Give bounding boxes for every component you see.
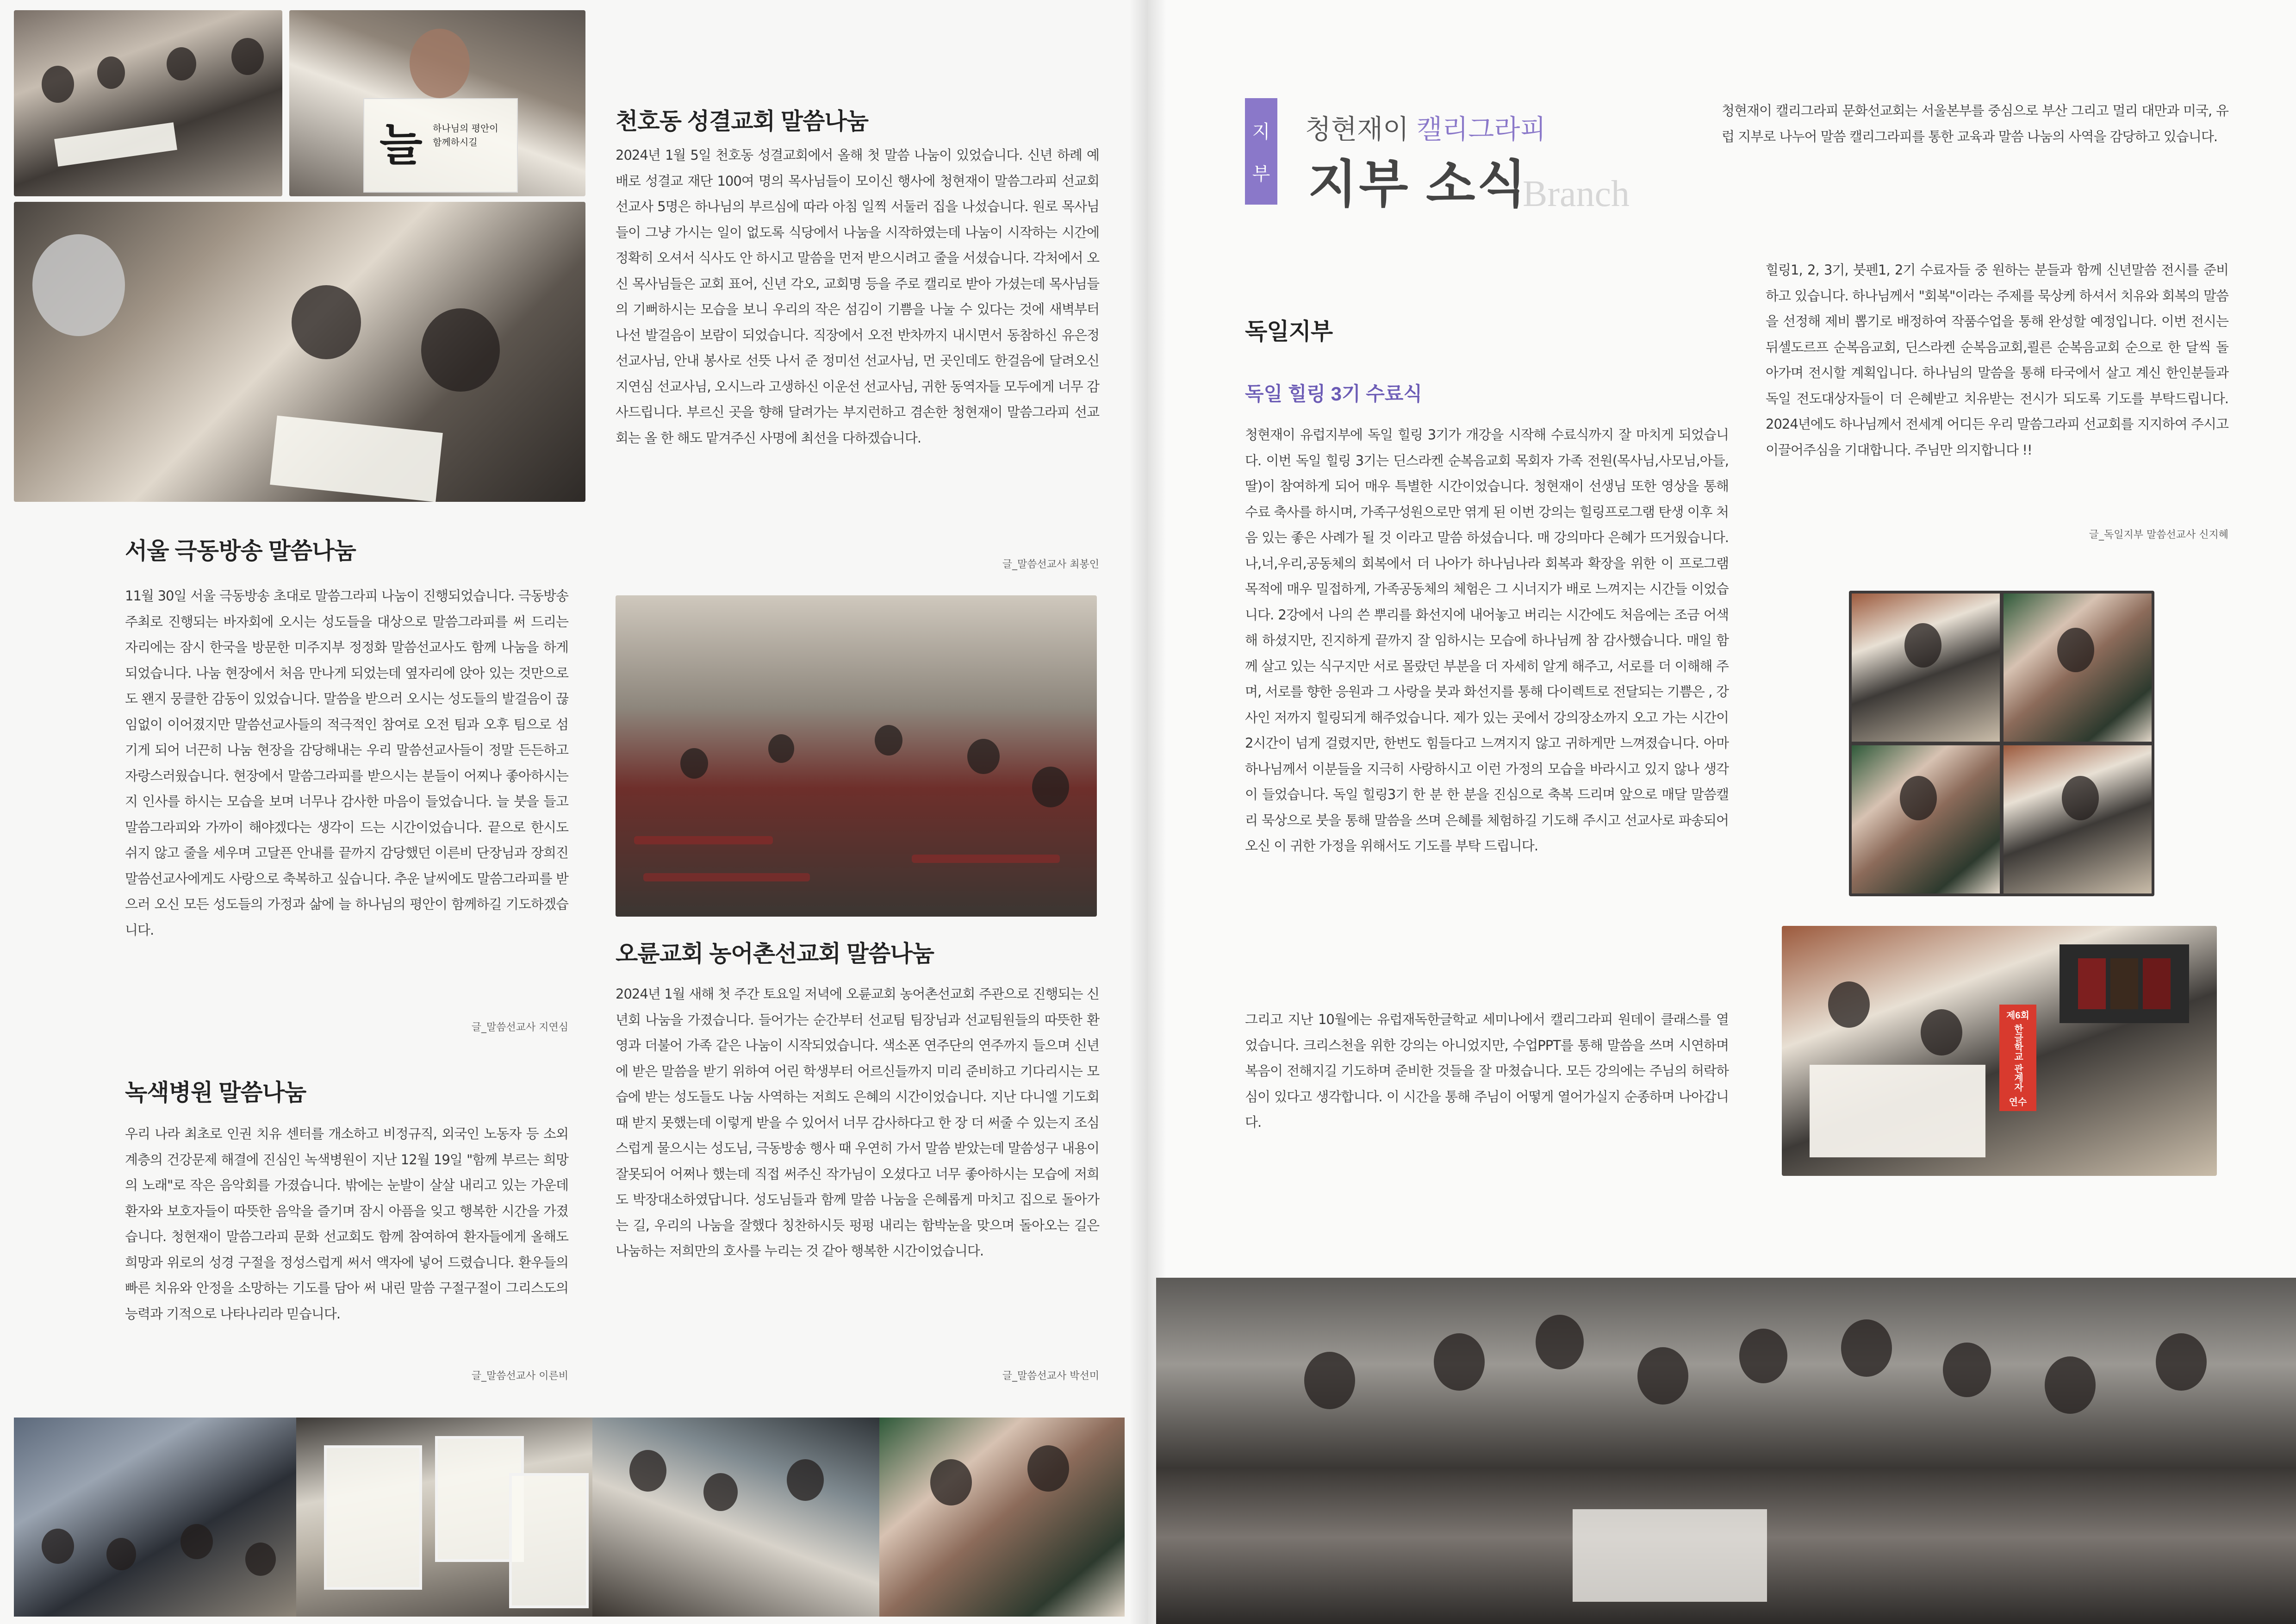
section-title-seoul-broadcast: 서울 극동방송 말씀나눔 [125, 538, 356, 564]
banner-text-4: 연수 [2009, 1097, 2027, 1107]
header-org-name: 청현재이 [1305, 114, 1409, 144]
photo-radio-event-crowd [14, 10, 282, 196]
page-title-en: Branch [1523, 174, 1630, 214]
calligraphy-word: 늘 [380, 119, 423, 171]
section-title-green-hospital: 녹색병원 말씀나눔 [125, 1080, 306, 1106]
branch-tag-char-2: 부 [1252, 163, 1270, 185]
banner-sign [1999, 1005, 2036, 1111]
section-body-seoul-broadcast: 11월 30일 서울 극동방송 초대로 말씀그라피 나눔이 진행되었습니다. 극동방송 주최로 진행되는 바자회에 오시는 성도들을 대상으로 말씀그라피를 써 드리는 자리에는 잠시 한국을 방문한 미주지부 정정화 말씀선교사도 함께 나눔을 하게 되었습니다. 나눔 현장에서 처음 만나게 되었는데 옆자리에 앉아 있는 것만으로도 왠지 뭉클한 감동이 있었습니다. 말씀을 받으러 오시는 성도들의 발걸음이 끊임없이 이어졌지만 말씀선교사들의 적극적인 참여로 오전 팀과 오후 팀으로 섬기게 되어 너끈히 나눔 현장을 감당해내는 우리 말씀선교사들이 정말 든든하고 자랑스러웠습니다. 현장에서 말씀그라피를 받으시는 분들이 어찌나 좋아하시는지 인사를 하시는 모습을 보며 너무나 감사한 마음이 들었습니다. 늘 붓을 들고 말씀그라피와 가까이 해야겠다는 생각이 드는 시간이었습니다. 끝으로 한시도 쉬지 않고 줄을 세우며 고달픈 안내를 끝까지 감당했던 이른비 단장님과 장희진 말씀선교사에게도 사랑으로 축복하고 싶습니다. 추운 날씨에도 말씀그라피를 받으러 오신 모든 성도들의 가정과 삶에 늘 하나님의 평안이 함께하길 기도하겠습니다. [125, 588, 568, 938]
section-body-oryun-church: 2024년 1월 새해 첫 주간 토요일 저녁에 오륜교회 농어촌선교회 주관으로 진행되는 신년회 나눔을 가졌습니다. 들어가는 순간부터 선교팀 팀장님과 선교팀원들의 따뜻한 환영과 더불어 가족 같은 나눔이 시작되었습니다. 색소폰 연주단의 연주까지 들으며 신년에 받은 말씀을 받기 위하여 어린 학생부터 어르신들까지 미리 준비하고 기다리시는 모습에 받는 성도들도 나눔 사역하는 저희도 은혜의 시간이었습니다. 지난 다니엘 기도회 때 받지 못했는데 이렇게 받을 수 있어서 너무 감사하다고 한 장 더 써줄 수 있는지 조심스럽게 물으시는 성도님, 극동방송 행사 때 우연히 가서 말씀 받았는데 말씀성구 내용이 잘못되어 어쩌나 했는데 직접 써주신 작가님이 오셨다고 너무 좋아하시는 모습에 저희도 박장대소하였답니다. 성도님들과 함께 말씀 나눔을 은혜롭게 마치고 집으로 돌아가는 길, 우리의 나눔을 잘했다 칭찬하시듯 펑펑 내리는 함박눈을 맞으며 돌아오는 길은 나눔하는 저희만의 호사를 누리는 것 같아 행복한 시간이었습니다. [616, 986, 1099, 1259]
header-subtitle [1305, 107, 1546, 146]
photo-man-holding-calligraphy [289, 10, 585, 196]
photo-hospital-lobby [14, 1418, 296, 1617]
section-body-cheonho-church: 2024년 1월 5일 천호동 성결교회에서 올해 첫 말씀 나눔이 있었습니다. 신년 하례 예배로 성결교 재단 100여 명의 목사님들이 모이신 행사에 청현재이 말씀그라피 선교회 선교사 5명은 하나님의 부르심에 따라 아침 일찍 서둘러 집을 나섰습니다. 원로 목사님들이 그냥 가시는 일이 없도록 식당에서 나눔을 시작하였는데 나눔이 시작하는 시간에 정확히 오셔서 식사도 안 하시고 말씀을 먼저 받으시려고 줄을 서셨습니다. 각처에서 오신 목사님들은 교회 표어, 신년 각오, 교회명 등을 주로 캘리로 받아 가셨는데 목사님들의 기뻐하시는 모습을 보니 우리의 작은 섬김이 기쁨을 나눌 수 있다는 것에 새벽부터 나선 발걸음이 보람이 되었습니다. 직장에서 오전 반차까지 내시면서 동참하신 유은정 선교사님, 안내 봉사로 선뜻 나서 준 정미선 선교사님, 먼 곳인데도 한걸음에 달려오신 지연심 선교사님, 오시느라 고생하신 이운선 선교사님, 귀한 동역자들 모두에게 너무 감사드립니다. 부르신 곳을 향해 달려가는 부지런하고 겸손한 청현재이 말씀그라피 선교회는 올 한 해도 맡겨주신 사명에 최선을 다하겠습니다. [616, 147, 1099, 446]
branch-tag [1245, 98, 1277, 205]
credit-oryun-church: 글_말씀선교사 박선미 [1002, 1370, 1099, 1382]
photo-workshop-crowd [1156, 1278, 2296, 1624]
photo-church-gathering [592, 1418, 879, 1617]
photo-young-participants [879, 1418, 1125, 1617]
branch-tag-char-1: 지 [1252, 121, 1270, 143]
photo-family-collage [1849, 591, 2154, 896]
photo-framed-calligraphy [296, 1418, 592, 1617]
banner-text-1: 제6회 [2006, 1011, 2029, 1021]
section-title-oryun-church: 오륜교회 농어촌선교회 말씀나눔 [616, 941, 934, 967]
page-title: 지부 소식 [1308, 156, 1528, 213]
germany-body-1: 청현재이 유럽지부에 독일 힐링 3기가 개강을 시작해 수료식까지 잘 마치게 되었습니다. 이번 독일 힐링 3기는 딘스라켄 순복음교회 목회자 가족 전원(목사님,사모님,아들,딸)이 참여하게 되어 매우 특별한 시간이었습니다. 청현재이 선생님 또한 영상을 통해 수료 축사를 하시며, 가족구성원으로만 엮게 된 이번 강의는 힐링프로그램 탄생 이후 처음 있는 좋은 사례가 될 것 이라고 말씀 하셨습니다. 매 강의마다 은혜가 뜨거웠습니다. 나,너,우리,공동체의 회복에서 더 나아가 하나님나라 회복과 확장을 위한 이 프로그램 목적에 매우 밀접하게, 가족공동체의 체험은 그 시너지가 배로 느껴지는 시간들 이었습니다. 2강에서 나의 쓴 뿌리를 화선지에 내어놓고 버리는 시간에도 처음에는 조금 어색해 하셨지만, 진지하게 끝까지 잘 임하시는 모습에 하나님께 참 감사했습니다. 매일 함께 살고 있는 식구지만 서로 몰랐던 부분을 더 자세히 알게 해주고, 서로를 더 이해해 주며, 서로를 향한 응원과 그 사랑을 붓과 화선지를 통해 다이렉트로 전달되는 기쁨은 , 강사인 저까지 힐링되게 해주었습니다. 제가 있는 곳에서 강의장소까지 오고 가는 시간이 2시간이 넘게 걸렸지만, 한번도 힘들다고 느껴지지 않고 귀하게만 느껴졌습니다. 아마 하나님께서 이분들을 지극히 사랑하시고 이런 가정의 모습을 바라시고 있지 않나 생각이 들었습니다. 독일 힐링3기 한 분 한 분을 진심으로 축복 드리며 앞으로 매달 말씀캘리 묵상으로 붓을 통해 말씀을 쓰며 은혜를 체험하길 기도해 주시고 선교사로 파송되어 오신 이 귀한 가정을 위해서도 기도를 부탁 드립니다. [1245, 427, 1729, 854]
header-accent: 캘리그라피 [1416, 114, 1546, 144]
credit-germany: 글_독일지부 말씀선교사 신지혜 [2089, 529, 2228, 541]
germany-body-3: 힐링1, 2, 3기, 붓펜1, 2기 수료자들 중 원하는 분들과 함께 신년말씀 전시를 준비하고 있습니다. 하나님께서 "회복"이라는 주제를 묵상케 하셔서 치유와 회복의 말씀을 선정해 제비 뽑기로 배정하여 작품수업을 통해 완성할 예정입니다. 이번 전시는 뒤셀도르프 순복음교회, 딘스라켄 순복음교회,쾰른 순복음교회 순으로 한 달씩 돌아가며 전시할 계획입니다. 하나님의 말씀을 통해 타국에서 살고 계신 한인분들과 독일 전도대상자들이 더 은혜받고 치유받는 전시가 되도록 기도를 부탁드립니다. 2024년에도 하나님께서 전세계 어디든 우리 말씀그라피 선교회를 지지하여 주시고 이끌어주심을 기대합니다. 주님만 의지합니다 !! [1766, 262, 2228, 458]
section-title-cheonho-church: 천호동 성결교회 말씀나눔 [616, 108, 869, 134]
photo-church-dining-hall [616, 595, 1097, 917]
intro-text: 청현재이 캘리그라피 문화선교회는 서울본부를 중심으로 부산 그리고 멀리 대만과 미국, 유럽 지부로 나누어 말씀 캘리그라피를 통한 교육과 말씀 나눔의 사역을 감당하고 있습니다. [1722, 103, 2228, 144]
section-body-green-hospital: 우리 나라 최초로 인권 치유 센터를 개소하고 비정규직, 외국인 노동자 등 소외 계층의 건강문제 해결에 진심인 녹색병원이 지난 12월 19일 "함께 부르는 희망의 노래"로 작은 음악회를 가졌습니다. 밖에는 눈발이 살살 내리고 있는 가운데 환자와 보호자들이 따뜻한 음악을 즐기며 잠시 아픔을 잊고 행복한 시간을 가졌습니다. 청현재이 말씀그라피 문화 선교회도 함께 참여하여 환자들에게 올해도 희망과 위로의 성경 구절을 정성스럽게 써서 액자에 넣어 드렸습니다. 환우들의 빠른 치유와 안정을 소망하는 기도를 담아 써 내린 말씀 구절구절이 그리스도의 능력과 기적으로 나타나리라 믿습니다. [125, 1126, 568, 1322]
germany-body-2: 그리고 지난 10월에는 유럽재독한글학교 세미나에서 캘리그라피 원데이 클래스를 열었습니다. 크리스천을 위한 강의는 아니었지만, 수업PPT를 통해 말씀을 쓰며 시연하며 복음이 전해지길 기도하며 준비한 것들을 잘 마쳤습니다. 모든 강의에는 주님의 허락하심이 있다고 생각합니다. 이 시간을 통해 주님이 어떻게 열어가실지 순종하며 나아갑니다. [1245, 1012, 1729, 1130]
banner-text-2: 한글학교 [2012, 1024, 2023, 1061]
section-subtitle-healing: 독일 힐링 3기 수료식 [1245, 383, 1422, 405]
calligraphy-phrase: 하나님의 평안이 함께하시길 [433, 123, 498, 148]
photo-seminar-class [1782, 926, 2217, 1176]
credit-seoul-broadcast: 글_말씀선교사 지연심 [471, 1022, 568, 1033]
section-title-germany: 독일지부 [1245, 319, 1333, 344]
credit-cheonho-church: 글_말씀선교사 최봉인 [1002, 559, 1099, 570]
banner-text-3: 관계자 [2012, 1064, 2023, 1092]
photo-calligraphy-writing-session [14, 202, 585, 502]
credit-green-hospital: 글_말씀선교사 이른비 [471, 1370, 568, 1382]
